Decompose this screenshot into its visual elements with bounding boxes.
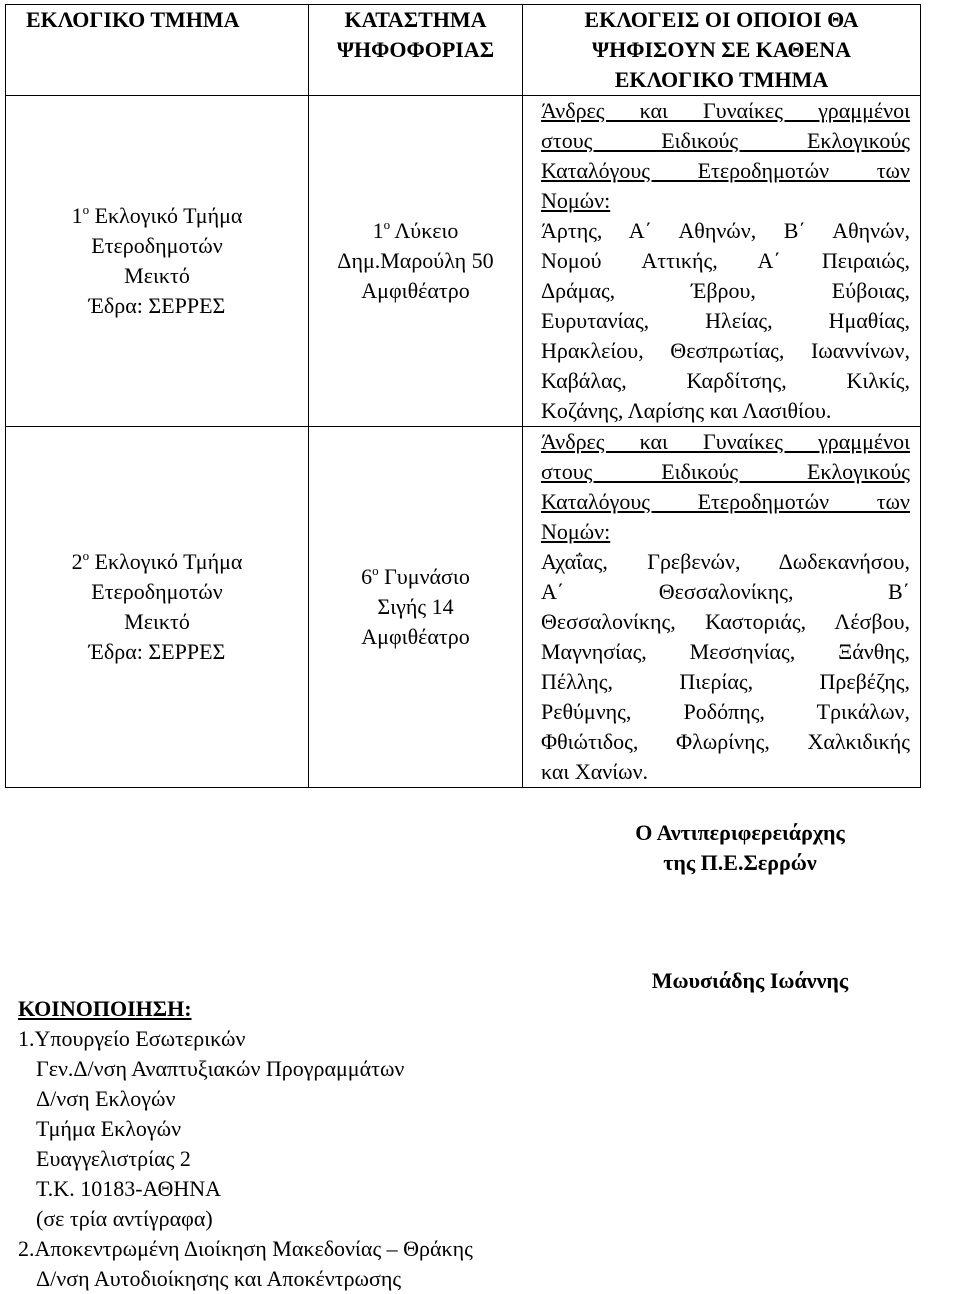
table-row — [6, 96, 921, 427]
distribution-item: (σε τρία αντίγραφα) — [36, 1206, 213, 1231]
header-col2-line1: ΚΑΤΑΣΤΗΜΑ — [344, 7, 487, 32]
header-col3-line3: ΕΚΛΟΓΙΚΟ ΤΜΗΜΑ — [614, 67, 829, 92]
header-col1-text: ΕΚΛΟΓΙΚΟ ΤΜΗΜΑ — [26, 7, 240, 32]
section-seat: Έδρα: ΣΕΡΡΕΣ — [88, 639, 226, 664]
voters-list-line: Άρτης, Α΄ Αθηνών, Β΄ Αθηνών, — [541, 218, 910, 243]
store-line1 — [309, 216, 522, 246]
voters-intro-line: στους Ειδικούς Εκλογικούς — [541, 128, 910, 153]
header-electoral-section — [6, 5, 309, 96]
voters-list-line: Α΄ Θεσσαλονίκης, Β΄ — [541, 579, 910, 604]
store-number: 6 — [361, 564, 373, 589]
table-row — [6, 427, 921, 788]
signatory-title — [590, 818, 890, 878]
store-room: Αμφιθέατρο — [361, 624, 470, 649]
section-label: Εκλογικό Τμήμα — [89, 549, 243, 574]
voters-list-line: Πέλλης, Πιερίας, Πρεβέζης, — [541, 669, 910, 694]
distribution-item: Δ/νση Αυτοδιοίκησης και Αποκέντρωσης — [36, 1266, 402, 1291]
distribution-item: 1.Υπουργείο Εσωτερικών — [18, 1026, 246, 1051]
distribution-item: 2.Αποκεντρωμένη Διοίκηση Μακεδονίας – Θράκης — [18, 1236, 473, 1261]
polling-station-cell — [309, 427, 523, 788]
store-room: Αμφιθέατρο — [361, 278, 470, 303]
distribution-title: ΚΟΙΝΟΠΟΙΗΣΗ: — [18, 996, 192, 1021]
header-polling-station — [309, 5, 523, 96]
voters-list-last-line: Κοζάνης, Λαρίσης και Λασιθίου. — [541, 398, 832, 423]
section-seat: Έδρα: ΣΕΡΡΕΣ — [88, 293, 226, 318]
section-label: Εκλογικό Τμήμα — [89, 203, 243, 228]
section-line3: Μεικτό — [124, 263, 190, 288]
voters-list-line: Νομού Αττικής, Α΄ Πειραιώς, — [541, 248, 910, 273]
voters-list-last-line: και Χανίων. — [541, 759, 649, 784]
voters-list-line: Ρεθύμνης, Ροδόπης, Τρικάλων, — [541, 699, 910, 724]
electoral-section-cell — [6, 96, 309, 427]
voters-intro-line: Νομών: — [541, 188, 611, 213]
section-ordinal: ο — [82, 202, 90, 217]
distribution-list — [18, 994, 473, 1294]
section-ordinal: ο — [82, 548, 90, 563]
voters-intro-line: Άνδρες και Γυναίκες γραμμένοι — [541, 429, 910, 454]
voters-list-line: Θεσσαλονίκης, Καστοριάς, Λέσβου, — [541, 609, 910, 634]
signatory-role: Ο Αντιπεριφερειάρχης — [635, 820, 845, 845]
voters-list-line: Φθιώτιδος, Φλωρίνης, Χαλκιδικής — [541, 729, 910, 754]
voters-intro-line: Καταλόγους Ετεροδημοτών των — [541, 158, 910, 183]
electoral-sections-table — [5, 4, 921, 788]
voters-list-line: Δράμας, Έβρου, Εύβοιας, — [541, 278, 910, 303]
store-line1 — [309, 562, 522, 592]
store-address: Σιγής 14 — [377, 594, 454, 619]
voters-intro-line: Νομών: — [541, 519, 611, 544]
voters-list-line: Μαγνησίας, Μεσσηνίας, Ξάνθης, — [541, 639, 910, 664]
distribution-item: Τ.Κ. 10183-ΑΘΗΝΑ — [36, 1176, 222, 1201]
store-label: Λύκειο — [390, 218, 459, 243]
polling-station-cell — [309, 96, 523, 427]
store-ordinal: ο — [372, 563, 379, 578]
section-line1 — [6, 547, 308, 577]
signatory-name: Μωυσιάδης Ιωάννης — [651, 968, 849, 993]
header-voters — [523, 5, 921, 96]
table-header-row — [6, 5, 921, 96]
section-line3: Μεικτό — [124, 609, 190, 634]
header-col3-line1: ΕΚΛΟΓΕΙΣ ΟΙ ΟΠΟΙΟΙ ΘΑ — [584, 7, 859, 32]
section-line2: Ετεροδημοτών — [91, 233, 223, 258]
voters-list-line: Ευρυτανίας, Ηλείας, Ημαθίας, — [541, 308, 910, 333]
voters-cell — [523, 427, 921, 788]
section-line2: Ετεροδημοτών — [91, 579, 223, 604]
voters-intro-line: στους Ειδικούς Εκλογικούς — [541, 459, 910, 484]
voters-list-line: Καβάλας, Καρδίτσης, Κιλκίς, — [541, 368, 910, 393]
section-number: 1 — [71, 203, 83, 228]
voters-cell — [523, 96, 921, 427]
distribution-item: Τμήμα Εκλογών — [36, 1116, 182, 1141]
voters-intro-line: Άνδρες και Γυναίκες γραμμένοι — [541, 98, 910, 123]
distribution-item: Δ/νση Εκλογών — [36, 1086, 176, 1111]
header-col3-line2: ΨΗΦΙΣΟΥΝ ΣΕ ΚΑΘΕΝΑ — [591, 37, 852, 62]
header-col2-line2: ΨΗΦΟΦΟΡΙΑΣ — [336, 37, 495, 62]
distribution-item: Γεν.Δ/νση Αναπτυξιακών Προγραμμάτων — [36, 1056, 405, 1081]
electoral-section-cell — [6, 427, 309, 788]
voters-intro-line: Καταλόγους Ετεροδημοτών των — [541, 489, 910, 514]
store-ordinal: ο — [383, 217, 391, 232]
store-address: Δημ.Μαρούλη 50 — [337, 248, 494, 273]
store-label: Γυμνάσιο — [378, 564, 470, 589]
section-number: 2 — [71, 549, 83, 574]
store-number: 1 — [372, 218, 384, 243]
voters-list-line: Αχαΐας, Γρεβενών, Δωδεκανήσου, — [541, 549, 910, 574]
signatory-unit: της Π.Ε.Σερρών — [663, 850, 817, 875]
distribution-item: Ευαγγελιστρίας 2 — [36, 1146, 191, 1171]
voters-list-line: Ηρακλείου, Θεσπρωτίας, Ιωαννίνων, — [541, 338, 910, 363]
section-line1 — [6, 201, 308, 231]
